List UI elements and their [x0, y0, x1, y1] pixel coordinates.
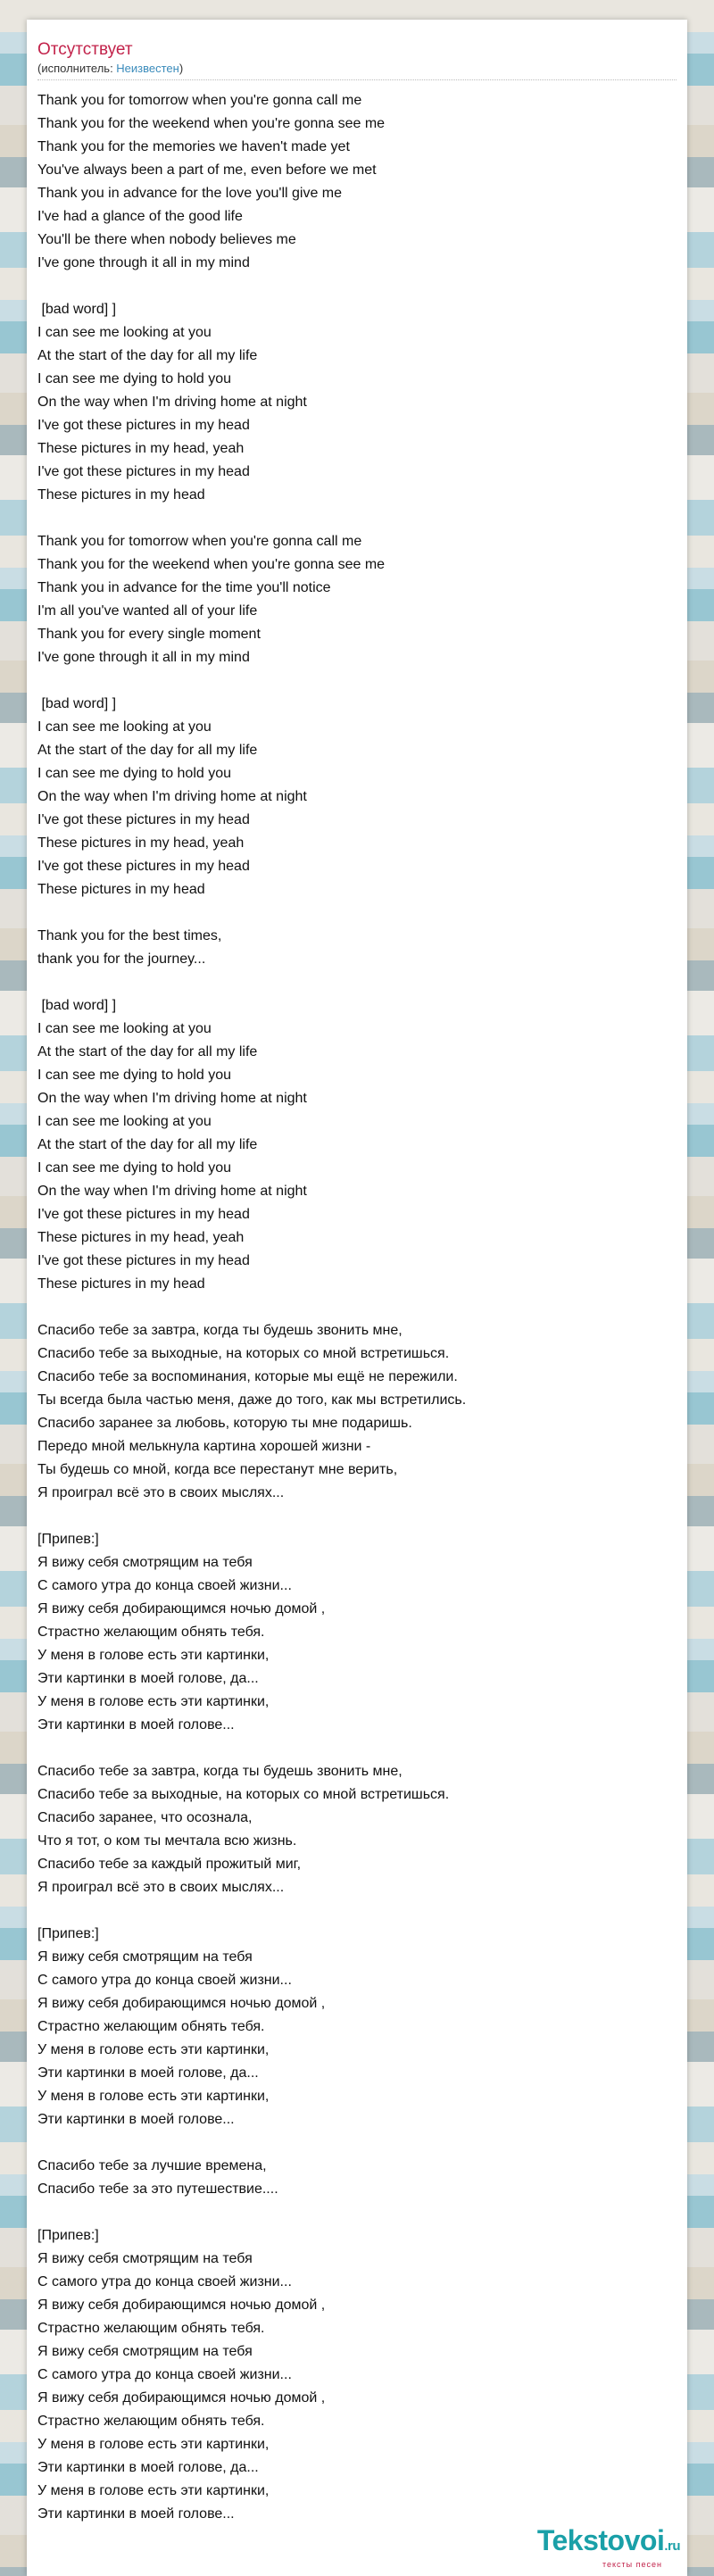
lyric-line: Эти картинки в моей голове, да...: [37, 2460, 259, 2475]
lyric-line: You'll be there when nobody believes me: [37, 232, 296, 247]
lyric-line: I can see me looking at you: [37, 1114, 212, 1129]
lyric-line: I've got these pictures in my head: [37, 464, 250, 479]
lyric-line: Спасибо тебе за воспоминания, которые мы ещё не пережили.: [37, 1369, 458, 1384]
lyric-line: Я вижу себя добирающимся ночью домой ,: [37, 2298, 326, 2313]
lyric-line: Я проиграл всё это в своих мыслях...: [37, 1485, 285, 1500]
lyric-line: Спасибо тебе за завтра, когда ты будешь звонить мне,: [37, 1764, 403, 1779]
lyric-line: [37, 669, 677, 693]
lyric-line: These pictures in my head, yeah: [37, 1230, 245, 1245]
lyric-line: [bad word] ]: [37, 302, 117, 317]
lyric-line: [37, 2131, 677, 2155]
lyric-line: [Припев:]: [37, 1532, 99, 1547]
lyric-line: I've got these pictures in my head: [37, 1253, 250, 1268]
lyric-line: I've got these pictures in my head: [37, 418, 250, 433]
lyric-line: On the way when I'm driving home at night: [37, 1091, 307, 1106]
lyric-line: [Припев:]: [37, 2228, 99, 2243]
lyric-line: [37, 507, 677, 530]
lyric-line: I've gone through it all in my mind: [37, 255, 250, 270]
lyric-line: Я вижу себя добирающимся ночью домой ,: [37, 1601, 326, 1616]
lyric-line: I can see me dying to hold you: [37, 1160, 232, 1176]
lyric-line: On the way when I'm driving home at night: [37, 395, 307, 410]
lyric-line: Эти картинки в моей голове...: [37, 2112, 235, 2127]
lyrics-body: [37, 89, 677, 2526]
lyric-line: These pictures in my head, yeah: [37, 441, 245, 456]
lyric-line: Передо мной мелькнула картина хорошей жизни -: [37, 1439, 371, 1454]
lyric-line: Спасибо тебе за каждый прожитый миг,: [37, 1857, 302, 1872]
lyric-line: Я проиграл всё это в своих мыслях...: [37, 1880, 285, 1895]
lyric-line: Ты всегда была частью меня, даже до того, как мы встретились.: [37, 1392, 467, 1408]
lyric-line: On the way when I'm driving home at night: [37, 789, 307, 804]
lyric-line: I've gone through it all in my mind: [37, 650, 250, 665]
lyric-line: У меня в голове есть эти картинки,: [37, 2437, 270, 2452]
lyric-line: I'm all you've wanted all of your life: [37, 603, 258, 619]
lyric-line: I can see me dying to hold you: [37, 371, 232, 386]
lyric-line: These pictures in my head: [37, 487, 205, 503]
lyric-line: Thank you in advance for the love you'll give me: [37, 186, 343, 201]
lyric-line: Что я тот, о ком ты мечтала всю жизнь.: [37, 1833, 297, 1849]
lyric-line: [37, 971, 677, 994]
lyric-line: Спасибо заранее за любовь, которую ты мне подаришь.: [37, 1416, 412, 1431]
lyric-line: Спасибо тебе за лучшие времена,: [37, 2158, 267, 2173]
lyric-line: У меня в голове есть эти картинки,: [37, 1694, 270, 1709]
lyric-line: Страстно желающим обнять тебя.: [37, 2414, 265, 2429]
lyric-line: [37, 902, 677, 925]
logo-tld: .ru: [664, 2539, 680, 2554]
lyric-line: Эти картинки в моей голове, да...: [37, 2065, 259, 2081]
lyric-line: I've got these pictures in my head: [37, 859, 250, 874]
lyric-line: [37, 1505, 677, 1528]
lyric-line: These pictures in my head, yeah: [37, 835, 245, 851]
lyric-line: [37, 1296, 677, 1319]
lyric-line: Спасибо тебе за завтра, когда ты будешь звонить мне,: [37, 1323, 403, 1338]
lyric-line: [Припев:]: [37, 1926, 99, 1941]
lyric-line: Я вижу себя добирающимся ночью домой ,: [37, 2390, 326, 2406]
lyric-line: Страстно желающим обнять тебя.: [37, 2019, 265, 2034]
lyric-line: [bad word] ]: [37, 998, 117, 1013]
song-title: Отсутствует: [37, 40, 133, 59]
lyric-line: Эти картинки в моей голове, да...: [37, 1671, 259, 1686]
lyric-line: Thank you for the weekend when you're gonna see me: [37, 116, 386, 131]
lyric-line: thank you for the journey...: [37, 951, 206, 967]
artist-line: [37, 61, 677, 80]
lyric-line: I can see me looking at you: [37, 1021, 212, 1036]
lyric-line: I've got these pictures in my head: [37, 1207, 250, 1222]
logo-name: Tekstovoi: [536, 2524, 665, 2556]
lyric-line: At the start of the day for all my life: [37, 743, 258, 758]
lyric-line: [37, 1737, 677, 1760]
lyric-line: I've got these pictures in my head: [37, 812, 250, 827]
lyric-line: [bad word] ]: [37, 696, 117, 711]
lyric-line: С самого утра до конца своей жизни...: [37, 1973, 292, 1988]
lyric-line: [37, 275, 677, 298]
lyric-line: I can see me looking at you: [37, 325, 212, 340]
lyric-line: You've always been a part of me, even before we met: [37, 162, 377, 178]
lyric-line: У меня в голове есть эти картинки,: [37, 2483, 270, 2498]
lyric-line: Я вижу себя смотрящим на тебя: [37, 2344, 253, 2359]
lyric-line: I can see me dying to hold you: [37, 1068, 232, 1083]
artist-link[interactable]: Неизвестен: [116, 62, 179, 75]
lyric-line: У меня в голове есть эти картинки,: [37, 2042, 270, 2057]
lyric-line: At the start of the day for all my life: [37, 348, 258, 363]
lyric-line: [37, 1899, 677, 1923]
lyric-line: Спасибо заранее, что осознала,: [37, 1810, 253, 1825]
lyric-line: У меня в голове есть эти картинки,: [37, 2089, 270, 2104]
lyric-line: С самого утра до конца своей жизни...: [37, 2367, 292, 2382]
lyric-line: Thank you for tomorrow when you're gonna call me: [37, 534, 362, 549]
lyric-line: [37, 2201, 677, 2224]
lyric-line: At the start of the day for all my life: [37, 1044, 258, 1059]
lyric-line: These pictures in my head: [37, 1276, 205, 1292]
lyric-line: I can see me looking at you: [37, 719, 212, 735]
lyric-line: С самого утра до конца своей жизни...: [37, 2274, 292, 2289]
artist-suffix: ): [178, 62, 184, 75]
lyric-line: Thank you for every single moment: [37, 627, 261, 642]
site-logo[interactable]: [537, 2525, 680, 2569]
lyric-line: Thank you for the best times,: [37, 928, 222, 943]
lyric-line: Спасибо тебе за это путешествие....: [37, 2181, 278, 2197]
lyric-line: Страстно желающим обнять тебя.: [37, 1625, 265, 1640]
lyric-line: At the start of the day for all my life: [37, 1137, 258, 1152]
lyric-line: Я вижу себя смотрящим на тебя: [37, 1949, 253, 1965]
lyric-line: I can see me dying to hold you: [37, 766, 232, 781]
lyric-line: Спасибо тебе за выходные, на которых со мной встретишься.: [37, 1787, 450, 1802]
lyric-line: У меня в голове есть эти картинки,: [37, 1648, 270, 1663]
lyric-line: Thank you for the weekend when you're gonna see me: [37, 557, 386, 572]
lyric-line: Эти картинки в моей голове...: [37, 2506, 235, 2522]
lyric-line: On the way when I'm driving home at night: [37, 1184, 307, 1199]
lyric-line: Страстно желающим обнять тебя.: [37, 2321, 265, 2336]
artist-prefix: (исполнитель:: [37, 62, 117, 75]
lyric-line: Я вижу себя смотрящим на тебя: [37, 1555, 253, 1570]
lyric-line: Thank you for the memories we haven't made yet: [37, 139, 350, 154]
lyric-line: Thank you in advance for the time you'll notice: [37, 580, 331, 595]
lyric-line: I've had a glance of the good life: [37, 209, 243, 224]
lyric-line: Спасибо тебе за выходные, на которых со мной встретишься.: [37, 1346, 450, 1361]
lyric-line: Я вижу себя смотрящим на тебя: [37, 2251, 253, 2266]
lyric-line: These pictures in my head: [37, 882, 205, 897]
lyric-line: Ты будешь со мной, когда все перестанут мне верить,: [37, 1462, 398, 1477]
logo-tagline: тексты песен: [602, 2560, 662, 2569]
lyric-line: С самого утра до конца своей жизни...: [37, 1578, 292, 1593]
lyric-line: Эти картинки в моей голове...: [37, 1717, 235, 1733]
lyric-line: Thank you for tomorrow when you're gonna call me: [37, 93, 362, 108]
lyric-line: Я вижу себя добирающимся ночью домой ,: [37, 1996, 326, 2011]
lyrics-card: [27, 20, 687, 2576]
